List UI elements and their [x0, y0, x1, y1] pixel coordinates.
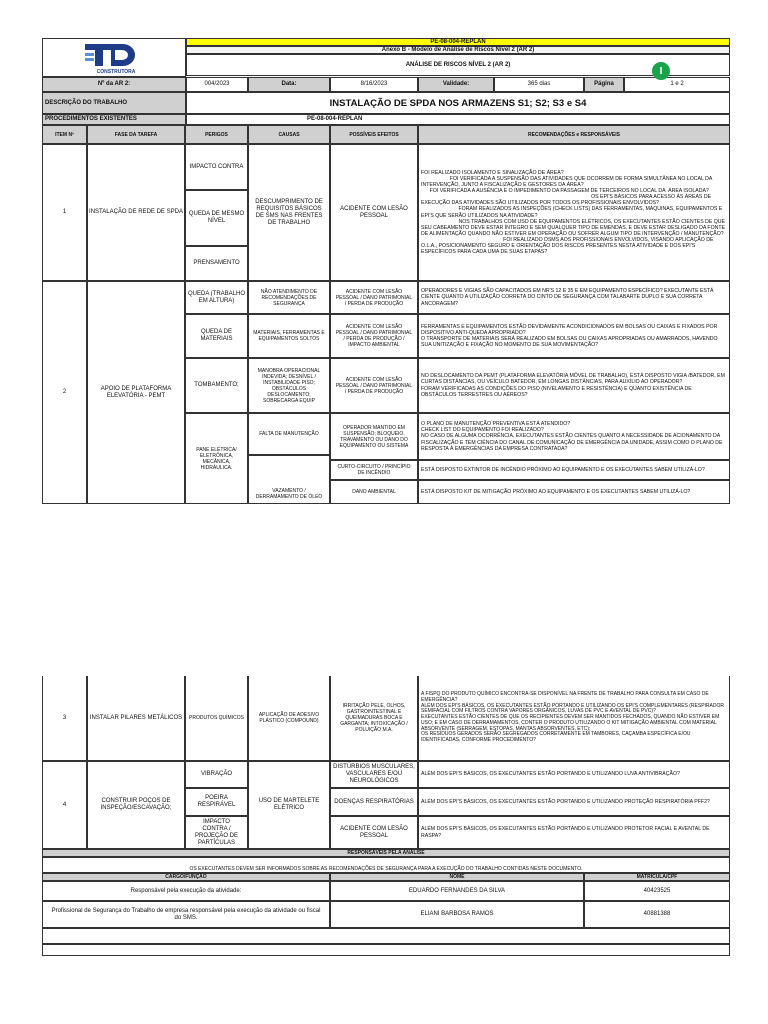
blank-row-2 — [42, 944, 730, 956]
row2e-recommendations: ESTÁ DISPOSTO KIT DE MITIGAÇÃO PRÓXIMO AO EQUIPAMENTO E OS EXECUTANTES SABEM UTILIZÁ-LO? — [418, 480, 730, 504]
page-label: Página — [584, 77, 624, 92]
status-marker — [652, 62, 670, 80]
row2b-hazard: QUEDA DE MATERIAIS — [185, 314, 248, 358]
row3-recommendations: A FISPQ DO PRODUTO QUÍMICO ENCONTRA-SE DISPONÍVEL NA FRENTE DE TRABALHO PARA CONSULTA EM CASO DE EMERGÊNCIA? ALÉM DOS EPI'S BÁSICOS, OS EXECUTANTES ESTÃO PORTANDO E UTILIZANDO OS EPI'S COMPLEMENTARES (RESPIRADOR SEMIFACIAL COM FILTROS CONTRA VAPORES ORGÂNICOS, LUVAS DE PVC E AVENTAL DE PVC)? EXECUTANTES ESTÃO CIENTES DE QUE OS RECIPIENTES DEVEM SER MANTIDOS FECHADOS, QUANDO NÃO ESTIVER EM USO; E EM CASO DE DERRAMAMENTOS, CONTER O PRODUTO UTILIZANDO O KIT MITIGAÇÃO AMBIENTAL COM MATERIAL ABSORVENTE (SERRAGEM, ESTOPAS, MANTAS ABSORVENTES, ETC); OS RESÍDUOS GERADOS SERÃO SEGREGADOS CORRETAMENTE EM TAMBORES, CAÇAMBA ESPECÍFICA E/OU IDENTIFICADAS, CONFORME PROCEDIMENTO? — [418, 676, 730, 761]
validity-value: 365 dias — [494, 77, 584, 92]
document-subtitle: Anexo B - Modelo de Análise de Riscos Nível 2 (AR 2) — [186, 46, 730, 54]
validity-label: Validade: — [418, 77, 494, 92]
date-label: Data: — [248, 77, 330, 92]
ar-number-label: Nº da AR 2: — [42, 77, 186, 92]
person2-registration: 40881388 — [584, 901, 730, 928]
row2d-effect-suspension: OPERADOR MANTIDO EM SUSPENSÃO; BLOQUEIO, TRAVAMENTO OU DANO DO EQUIPAMENTO OU SISTEMA — [330, 413, 418, 460]
person1-registration: 40423525 — [584, 881, 730, 901]
work-description-label: DESCRIÇÃO DO TRABALHO — [42, 92, 186, 114]
row4-item: 4 — [42, 761, 87, 849]
row1-cause: DESCUMPRIMENTO DE REQUISITOS BÁSICOS DE SMS NAS FRENTES DE TRABALHO — [248, 144, 330, 281]
row4c-recommendations: ALÉM DOS EPI'S BÁSICOS, OS EXECUTANTES ESTÃO PORTANDO E UTILIZANDO PROTETOR FACIAL E AVENTAL DE RASPA? — [418, 816, 730, 849]
row1-hazard-crush: PRENSAMENTO — [185, 246, 248, 281]
safety-note: OS EXECUTANTES DEVEM SER INFORMADOS SOBRE AS RECOMENDAÇÕES DE SEGURANÇA PARA A EXECUÇÃO DO TRABALHO CONTIDAS NESTE DOCUMENTO. — [42, 857, 730, 873]
row4-phase: CONSTRUIR POÇOS DE INSPEÇÃO/ESCAVAÇÃO; — [87, 761, 185, 849]
row2d-recommendations-maintenance: O PLANO DE MANUTENÇÃO PREVENTIVA ESTÁ ATENDIDO? CHECK LIST DO EQUIPAMENTO FOI REALIZADO? NO CASO DE ALGUMA OCORRÊNCIA, EXECUTANTES ESTÃO CIENTES QUANTO A NECESSIDADE DE ACIONAMENTO DA FISCALIZAÇÃO E TEM CIÊNCIA DO CANAL DE COMUNICAÇÃO DE EMERGÊNCIA DA UNIDADE, ASSIM COMO O PLANO DE RESPOSTA À EMERGÊNCIAS DA EMPRESA CONTRATADA? — [418, 413, 730, 460]
row1-hazard-fall: QUEDA DE MESMO NÍVEL — [185, 190, 248, 246]
col-phase: FASE DA TAREFA — [87, 125, 185, 144]
analysis-title: ANÁLISE DE RISCOS NÍVEL 2 (AR 2) — [186, 54, 730, 76]
row4b-effect: DOENÇAS RESPIRATÓRIAS — [330, 788, 418, 816]
row4-cause: USO DE MARTELETE ELÉTRICO — [248, 761, 330, 849]
row4c-hazard: IMPACTO CONTRA / PROJEÇÃO DE PARTÍCULAS — [185, 816, 248, 849]
row2a-cause: NÃO ATENDIMENTO DE RECOMENDAÇÕES DE SEGURANÇA — [248, 281, 330, 314]
blank-row-1 — [42, 928, 730, 944]
row2a-hazard: QUEDA (TRABALHO EM ALTURA) — [185, 281, 248, 314]
row2b-cause: MATERIAIS, FERRAMENTAS E EQUIPAMENTOS SOLTOS — [248, 314, 330, 358]
row2d-cause: FALTA DE MANUTENÇÃO — [248, 413, 330, 455]
col-hazards: PERIGOS — [185, 125, 248, 144]
col-recommendations: RECOMENDAÇÕES e RESPONSÁVEIS — [418, 125, 730, 144]
row1-recommendations: FOI REALIZADO ISOLAMENTO E SINALIZAÇÃO DE ÁREA? FOI VERIFICADA A SUSPENSÃO DAS ATIVIDADES QUE OCORREM DE FORMA SIMULTÂNEA NO LOCAL DA INTERVENÇÃO, JUNTO A FISCALIZAÇÃO E GESTORES DA ÁREA? FOI VERIFICADA A AUSÊNCIA E O IMPEDIMENTO DA PASSAGEM DE TERCEIROS NO LOCAL DA ÁREA ISOLADA? OS EPI'S BÁSICOS PARA ACESSO ÀS ÁREAS DE EXECUÇÃO DAS ATIVIDADES SÃO UTILIZADOS POR TODOS OS PROFISSIONAIS ENVOLVIDOS? FORAM REALIZADOS AS INSPEÇÕES (CHECK LISTS) DAS FERRAMENTAS, MÁQUINAS, EQUIPAMENTOS E EPI'S QUE SERÃO UTILIZADOS NA ATIVIDADE? NOS TRABALHOS COM USO DE EQUIPAMENTOS ELÉTRICOS, OS EXECUTANTES ESTÃO CIENTES DE QUE SEU CABEAMENTO DEVE ESTAR ÍNTEGRO E SEM QUALQUER TIPO DE EMENDAS, E DEVE ESTAR DESLIGADO DA FONTE DE ALIMENTAÇÃO QUANDO NÃO ESTIVER EM OPERAÇÃO OU SOFRER ALGUM TIPO DE INTERVENÇÃO / MANUTENÇÃO? FOI REALIZADO DSMS AOS PROFISSIONAIS ENVOLVIDOS, VISANDO APLICAÇÃO DE O.L.A., POSICIONAMENTO SEGURO E ORIENTAÇÃO DOS RISCOS PRESENTES NESTA ATIVIDADE E DOS EPI'S ESPECÍFICOS PARA CADA UMA DE SUAS ETAPAS? — [418, 144, 730, 281]
logo-caption: CONSTRUTORA — [96, 69, 136, 75]
row1-item: 1 — [42, 144, 87, 281]
row1-effect: ACIDENTE COM LESÃO PESSOAL — [330, 144, 418, 281]
row2-item: 2 — [42, 281, 87, 504]
col-registration: MATRÍCULA/CPF — [584, 873, 730, 881]
row2c-hazard: TOMBAMENTO; — [185, 358, 248, 413]
row2e-cause: VAZAMENTO / DERRAMAMENTO DE ÓLEO — [248, 455, 330, 504]
col-name: NOME — [330, 873, 584, 881]
row2c-cause: MANOBRA OPERACIONAL INDEVIDA; DESNÍVEL / INSTABILIDADE PISO; OBSTÁCULOS DESLOCAMENTO; SOBRECARGA EQUIP — [248, 358, 330, 413]
row2b-recommendations: FERRAMENTAS E EQUIPAMENTOS ESTÃO DEVIDAMENTE ACONDICIONADOS EM BOLSAS OU CAIXAS E FIXADOS POR DISPOSITIVO ANTI-QUEDA APROPRIADO? O TRANSPORTE DE MATERIAIS SERÁ REALIZADO EM BOLSAS OU CAIXAS APROPRIADAS OU AMARRADOS, HAVENDO SUA UNITIZAÇÃO E FIXAÇÃO NO MOMENTO DE SUA MOVIMENTAÇÃO? — [418, 314, 730, 358]
procedures-label: PROCEDIMENTOS EXISTENTES — [42, 114, 186, 125]
responsible-header: RESPONSÁVEIS PELA ANÁLISE — [42, 849, 730, 857]
row4b-recommendations: ALÉM DOS EPI'S BÁSICOS, OS EXECUTANTES ESTÃO PORTANDO E UTILIZANDO PROTEÇÃO RESPIRATÓRIA PFF2? — [418, 788, 730, 816]
work-description-value: INSTALAÇÃO DE SPDA NOS ARMAZENS S1; S2; S3 e S4 — [186, 92, 730, 114]
logo-box — [42, 38, 186, 77]
col-causes: CAUSAS — [248, 125, 330, 144]
company-logo — [85, 42, 145, 68]
row3-effect: IRRITAÇÃO PELE, OLHOS, GASTROINTESTINAL E QUEIMADURAS BOCA E GARGANTA; INTOXICAÇÃO / POLUIÇÃO M.A. — [330, 676, 418, 761]
col-effects: POSSÍVEIS EFEITOS — [330, 125, 418, 144]
document-code: PE-08-004-REPLAN — [186, 38, 730, 46]
row2-phase: APOIO DE PLATAFORMA ELEVATÓRIA - PEMT — [87, 281, 185, 504]
ar-number-value: 004/2023 — [186, 77, 248, 92]
person2-role: Profissional de Segurança do Trabalho de empresa responsável pela execução da atividade ou fiscal do SMS. — [42, 901, 330, 928]
page-value: 1 e 2 — [624, 77, 730, 92]
date-value: 8/16/2023 — [330, 77, 418, 92]
row1-phase: INSTALAÇÃO DE REDE DE SPDA — [87, 144, 185, 281]
row2d-effect-fire: CURTO-CIRCUITO / PRINCÍPIO DE INCÊNDIO — [330, 460, 418, 480]
status-marker-label: I — [659, 65, 663, 77]
row2d-recommendations-fire: ESTÁ DISPOSTO EXTINTOR DE INCÊNDIO PRÓXIMO AO EQUIPAMENTO E OS EXECUTANTES SABEM UTILIZÁ-LO? — [418, 460, 730, 480]
row3-cause: APLICAÇÃO DE ADESIVO PLÁSTICO (COMPOUND) — [248, 676, 330, 761]
row3-hazard: PRODUTOS QUÍMICOS — [185, 676, 248, 761]
row3-phase: INSTALAR PILARES METÁLICOS — [87, 676, 185, 761]
procedures-cell — [186, 114, 730, 125]
row2c-effect: ACIDENTE COM LESÃO PESSOAL / DANO PATRIMONIAL / PERDA DE PRODUÇÃO — [330, 358, 418, 413]
person2-name: ELIANI BARBOSA RAMOS — [330, 901, 584, 928]
row2a-recommendations: OPERADORES E VIGIAS SÃO CAPACITADOS EM NR'S 12 E 35 E EM EQUIPAMENTO ESPECÍFICO? EXECUTANTE ESTÁ CIENTE QUANTO A UTILIZAÇÃO CORRETA DO CINTO DE SEGURANÇA COM TALABARTE DUPLO E SUA CORRETA ANCORAGEM? — [418, 281, 730, 314]
row2e-effect: DANO AMBIENTAL — [330, 480, 418, 504]
procedures-value: PE-08-004-REPLAN — [307, 116, 363, 122]
row4a-effect: DISTÚRBIOS MUSCULARES, VASCULARES E/OU NEUROLÓGICOS — [330, 761, 418, 788]
person1-name: EDUARDO FERNANDES DA SILVA — [330, 881, 584, 901]
row2b-effect: ACIDENTE COM LESÃO PESSOAL / DANO PATRIMONIAL / PERDA DE PRODUÇÃO / IMPACTO AMBIENTAL — [330, 314, 418, 358]
col-role: CARGO/FUNÇÃO — [42, 873, 330, 881]
row3-item: 3 — [42, 676, 87, 761]
row4a-recommendations: ALÉM DOS EPI'S BÁSICOS, OS EXECUTANTES ESTÃO PORTANDO E UTILIZANDO LUVA ANTIVIBRAÇÃO? — [418, 761, 730, 788]
row2d-hazard: PANE ELÉTRICA/ ELETRÔNICA, MECÂNICA, HIDRÁULICA. — [185, 413, 248, 504]
row4c-effect: ACIDENTE COM LESÃO PESSOAL — [330, 816, 418, 849]
row2a-effect: ACIDENTE COM LESÃO PESSOAL / DANO PATRIMONIAL / PERDA DE PRODUÇÃO — [330, 281, 418, 314]
col-item: ITEM Nº — [42, 125, 87, 144]
row4a-hazard: VIBRAÇÃO — [185, 761, 248, 788]
row1-hazard-impact: IMPACTO CONTRA — [185, 144, 248, 190]
person1-role: Responsável pela execução da atividade: — [42, 881, 330, 901]
row2c-recommendations: NO DESLOCAMENTO DA PEMT (PLATAFORMA ELEVATÓRIA MÓVEL DE TRABALHO), ESTÁ DISPOSTO VIGIA /BATEDOR, EM CURTAS DISTÂNCIAS, OU VEÍCULO BATEDOR, EM LONGAS DISTÂNCIAS, PARA AUXÍLIO AO OPERADOR? FORAM VERIFICADAS AS CONDIÇÕES DO PISO (NIVELAMENTO E RESISTÊNCIA) E QUANTO EXISTÊNCIA DE OBSTÁCULOS TERRESTRES OU AÉREOS? — [418, 358, 730, 413]
row4b-hazard: POEIRA RESPIRÁVEL — [185, 788, 248, 816]
